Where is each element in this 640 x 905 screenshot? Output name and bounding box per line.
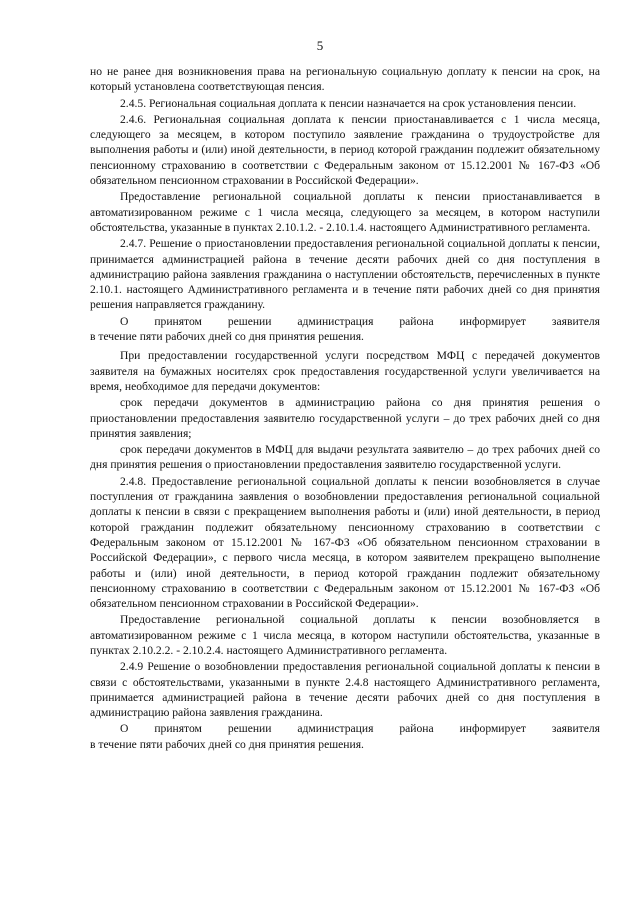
paragraph-inform-line-3: О принятом решении администрация района информирует заявителя — [120, 722, 600, 736]
paragraph-inform-line-2: в течение пяти рабочих дней со дня принятия решения. — [90, 330, 364, 344]
paragraph-continuation: но не ранее дня возникновения права на региональную социальную доплату к пенсии на срок, на который установлена соответствующая пенсия. — [90, 65, 600, 94]
paragraph-suspension-automated: Предоставление региональной социальной доплаты к пенсии приостанавливается в автоматизированном режиме с 1 числа месяца, следующего за месяцем, в котором наступили обстоятельства, указанные в пунктах 2.10.1.2. - 2.10.1.4. настоящего Административного регламента. — [90, 190, 600, 234]
paragraph-2-4-5: 2.4.5. Региональная социальная доплата к пенсии назначается на срок установления пенсии. — [120, 96, 577, 110]
paragraph-2-4-8: 2.4.8. Предоставление региональной социальной доплаты к пенсии возобновляется в случае поступления от гражданина заявления о возобновлении предоставления региональной социальной доплаты к пенсии в связи с прекращением выполнения работы и (или) иной деятельности, в период которой гражданин подлежит обязательному пенсионному страхованию в соответствии с Федеральным законом от 15.12.2001 № 167-ФЗ «Об обязательном пенсионном страховании в Российской Федерации», с первого числа месяца, в котором заявителем прекращено выполнение работы и (или) иной деятельности, в период которой гражданин подлежит обязательному пенсионному страхованию в соответствии с Федеральным законом от 15.12.2001 № 167-ФЗ «Об обязательном пенсионном страховании в Российской Федерации». — [90, 474, 600, 611]
paragraph-transfer-to-admin: срок передачи документов в администрацию района со дня принятия решения о приостановлении предоставления заявителю государственной услуги – до трех рабочих дней со дня принятия заявления; — [90, 396, 600, 440]
paragraph-inform-line-4: в течение пяти рабочих дней со дня принятия решения. — [90, 737, 364, 751]
paragraph-inform-line-1: О принятом решении администрация района информирует заявителя — [120, 314, 600, 328]
paragraph-mfc-transfer: При предоставлении государственной услуги посредством МФЦ с передачей документов заявителя на бумажных носителях срок предоставления государственной услуги увеличивается на время, необходимое для передачи документов: — [90, 349, 600, 393]
document-body — [90, 64, 600, 753]
paragraph-transfer-to-mfc: срок передачи документов в МФЦ для выдачи результата заявителю – до трех рабочих дней со дня принятия решения о приостановлении предоставления заявителю государственной услуги. — [90, 443, 600, 472]
paragraph-2-4-9: 2.4.9 Решение о возобновлении предоставления региональной социальной доплаты к пенсии в связи с обстоятельствами, указанными в пункте 2.4.8 настоящего Административного регламента, принимается администрацией района в течение десяти рабочих дней со дня поступления в администрацию района заявления гражданина. — [90, 660, 600, 720]
paragraph-resumption-automated: Предоставление региональной социальной доплаты к пенсии возобновляется в автоматизированном режиме с 1 числа месяца, в котором наступили обстоятельства, указанные в пунктах 2.10.2.2. - 2.10.2.4. настоящего Административного регламента. — [90, 613, 600, 657]
paragraph-2-4-7: 2.4.7. Решение о приостановлении предоставления региональной социальной доплаты к пенсии, принимается администрацией района в течение десяти рабочих дней со дня поступления в администрацию района заявления гражданина о наступлении обстоятельств, перечисленных в пункте 2.10.1. настоящего Административного регламента и в течение пяти рабочих дней со дня принятия решения направляется гражданину. — [90, 237, 600, 312]
page-number: 5 — [316, 38, 324, 53]
paragraph-2-4-6: 2.4.6. Региональная социальная доплата к пенсии приостанавливается с 1 числа месяца, следующего за месяцем, в котором поступило заявление гражданина о трудоустройстве для выполнения работы и (или) иной деятельности, в период которой гражданин подлежит обязательному пенсионному страхованию в соответствии с Федеральным законом от 15.12.2001 № 167-ФЗ «Об обязательном пенсионном страховании в Российской Федерации». — [90, 112, 600, 188]
